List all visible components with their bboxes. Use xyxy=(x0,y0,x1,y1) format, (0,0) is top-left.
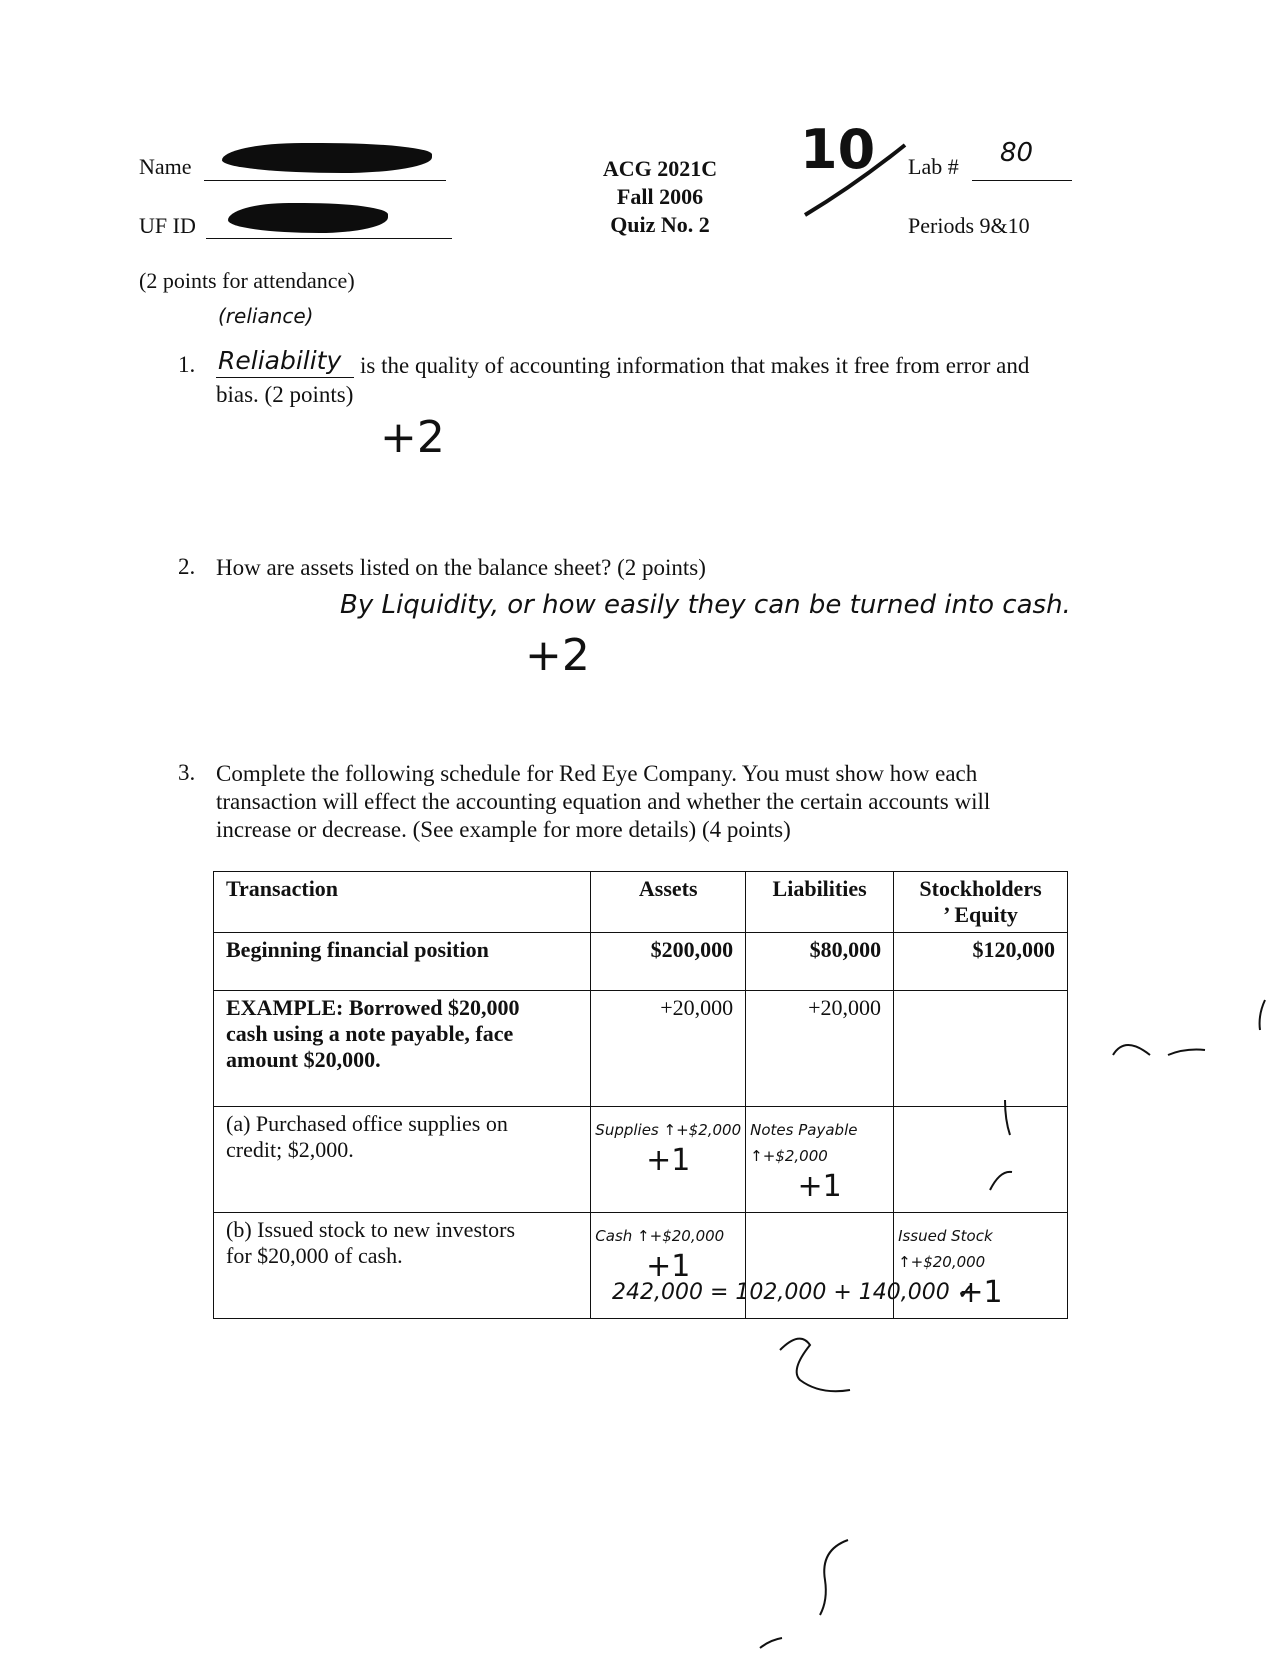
col-transaction: Transaction xyxy=(214,872,591,933)
col-assets: Assets xyxy=(591,872,746,933)
col-equity-line2: ’ Equity xyxy=(943,902,1018,927)
beginning-label: Beginning financial position xyxy=(214,933,591,991)
q1-score: +2 xyxy=(380,412,445,463)
a-assets xyxy=(591,1107,746,1213)
a-liabilities-score: +1 xyxy=(797,1169,842,1204)
q1-answer: Reliability xyxy=(218,346,342,375)
q2-answer: By Liquidity, or how easily they can be turned into cash. xyxy=(340,590,1071,620)
a-equity xyxy=(894,1107,1068,1213)
course-code: ACG 2021C xyxy=(602,156,718,181)
b-line1: (b) Issued stock to new investors xyxy=(226,1217,516,1242)
b-label xyxy=(214,1213,591,1319)
q3-line1: Complete the following schedule for Red Eye Company. You must show how each xyxy=(216,761,978,786)
course-term: Fall 2006 xyxy=(616,184,704,209)
q1-number: 1. xyxy=(178,352,196,377)
q3-number: 3. xyxy=(178,760,196,785)
q2-number: 2. xyxy=(178,554,196,579)
col-liabilities: Liabilities xyxy=(746,872,894,933)
b-line2: for $20,000 of cash. xyxy=(226,1243,403,1268)
beginning-liabilities: $80,000 xyxy=(746,933,894,991)
q2-score: +2 xyxy=(525,630,590,681)
table-row xyxy=(214,933,1068,991)
example-assets: +20,000 xyxy=(591,991,746,1107)
totals-check: 242,000 = 102,000 + 140,000 ✓ xyxy=(612,1280,976,1305)
q1-blank xyxy=(216,377,354,378)
b-assets-score: +1 xyxy=(646,1249,691,1284)
a-label xyxy=(214,1107,591,1213)
grade-score: 10 xyxy=(800,118,876,181)
schedule-table xyxy=(213,871,1068,1319)
q3-line2: transaction will effect the accounting equation and whether the certain accounts will xyxy=(216,789,991,814)
table-row xyxy=(214,1107,1068,1213)
q3-line3: increase or decrease. (See example for more details) (4 points) xyxy=(216,817,791,842)
q2-text: How are assets listed on the balance sheet? (2 points) xyxy=(216,555,706,580)
table-row xyxy=(214,991,1068,1107)
a-line2: credit; $2,000. xyxy=(226,1137,354,1162)
col-equity xyxy=(894,872,1068,933)
col-equity-line1: Stockholders xyxy=(919,876,1042,901)
a-liabilities xyxy=(746,1107,894,1213)
example-liabilities: +20,000 xyxy=(746,991,894,1107)
name-underline xyxy=(204,180,446,181)
ufid-underline xyxy=(206,238,452,239)
name-label: Name xyxy=(139,154,192,179)
lab-label: Lab # xyxy=(908,154,959,179)
a-liabilities-note: Notes Payable ↑+$2,000 xyxy=(750,1121,858,1165)
q1-margin-note: (reliance) xyxy=(218,304,314,328)
ufid-label: UF ID xyxy=(139,213,196,238)
example-label xyxy=(214,991,591,1107)
a-assets-note: Supplies ↑+$2,000 xyxy=(595,1121,742,1139)
example-line1: EXAMPLE: Borrowed $20,000 xyxy=(226,995,520,1020)
b-equity-note: Issued Stock ↑+$20,000 xyxy=(898,1227,993,1271)
beginning-assets: $200,000 xyxy=(591,933,746,991)
q3-text xyxy=(216,760,1096,844)
a-assets-score: +1 xyxy=(646,1143,691,1178)
example-line3: amount $20,000. xyxy=(226,1047,381,1072)
periods-label: Periods 9&10 xyxy=(908,213,1030,238)
a-line1: (a) Purchased office supplies on xyxy=(226,1111,508,1136)
b-equity-score: +1 xyxy=(958,1275,1003,1310)
quiz-number: Quiz No. 2 xyxy=(610,212,710,237)
b-assets-note: Cash ↑+$20,000 xyxy=(595,1227,725,1245)
lab-number: 80 xyxy=(1000,138,1034,168)
table-header-row xyxy=(214,872,1068,933)
lab-underline xyxy=(972,180,1072,181)
example-equity xyxy=(894,991,1068,1107)
beginning-equity: $120,000 xyxy=(894,933,1068,991)
attendance-note: (2 points for attendance) xyxy=(139,268,355,293)
grade-slash xyxy=(795,140,915,220)
name-redaction xyxy=(222,143,432,173)
ufid-redaction xyxy=(228,203,388,233)
course-block xyxy=(590,155,730,239)
q1-text: is the quality of accounting information that makes it free from error and xyxy=(360,353,1030,378)
example-line2: cash using a note payable, face xyxy=(226,1021,514,1046)
q1-text-line2: bias. (2 points) xyxy=(216,382,354,407)
